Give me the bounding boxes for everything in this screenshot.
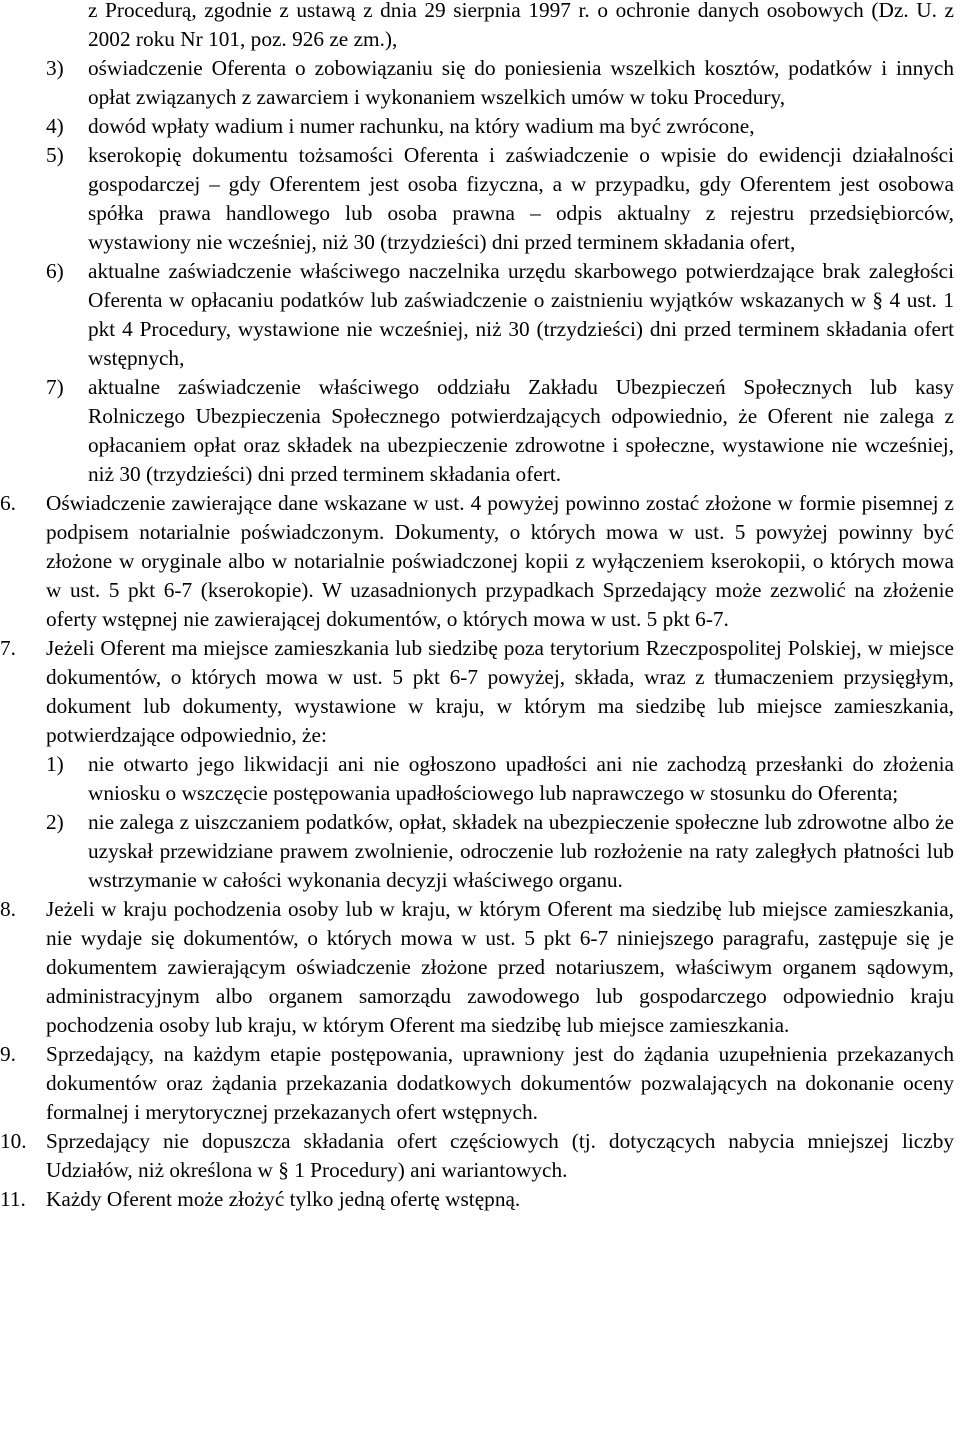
point-7	[0, 634, 960, 750]
list-item-text: dowód wpłaty wadium i numer rachunku, na który wadium ma być zwrócone,	[88, 114, 755, 138]
point-text: Oświadczenie zawierające dane wskazane w ust. 4 powyżej powinno zostać złożone w formie pisemnej z podpisem notarialnie poświadczonym. Dokumenty, o których mowa w ust. 5 powyżej powinny być złożone w oryginale albo w notarialnie poświadczonej kopii z wyłączeniem kserokopii, o których mowa w ust. 5 pkt 6-7 (kserokopie). W uzasadnionych przypadkach Sprzedający może zezwolić na złożenie oferty wstępnej nie zawierającej dokumentów, o których mowa w ust. 5 pkt 6-7.	[46, 491, 954, 631]
list-item-text: nie otwarto jego likwidacji ani nie ogłoszono upadłości ani nie zachodzą przesłanki do złożenia wniosku o wszczęcie postępowania upadłościowego lub naprawczego w stosunku do Oferenta;	[88, 752, 954, 805]
list-item-text: aktualne zaświadczenie właściwego oddziału Zakładu Ubezpieczeń Społecznych lub kasy Rolniczego Ubezpieczenia Społecznego potwierdzających odpowiednio, że Oferent nie zalega z opłacaniem opłat oraz składek na ubezpieczenie zdrowotne i społeczne, wystawione nie wcześniej, niż 30 (trzydzieści) dni przed terminem składania ofert.	[88, 375, 954, 486]
point-number: 6.	[0, 491, 16, 515]
list-item-number: 2)	[46, 810, 64, 834]
list-item-number: 5)	[46, 143, 64, 167]
point-9	[0, 1040, 960, 1127]
point-number: 10.	[0, 1129, 27, 1153]
intro-continuation-text: z Procedurą, zgodnie z ustawą z dnia 29 sierpnia 1997 r. o ochronie danych osobowych (Dz. U. z 2002 roku Nr 101, poz. 926 ze zm.),	[88, 0, 954, 51]
list-item	[0, 750, 960, 808]
point-10	[0, 1127, 960, 1185]
point-text: Każdy Oferent może złożyć tylko jedną ofertę wstępną.	[46, 1187, 521, 1211]
point-number: 8.	[0, 897, 16, 921]
list-item	[0, 373, 960, 489]
list-item	[0, 54, 960, 112]
list-item-number: 6)	[46, 259, 64, 283]
list-item	[0, 257, 960, 373]
point-text: Sprzedający nie dopuszcza składania ofert częściowych (tj. dotyczących nabycia mniejszej liczby Udziałów, niż określona w § 1 Procedury) ani wariantowych.	[46, 1129, 954, 1182]
list-item-text: oświadczenie Oferenta o zobowiązaniu się do poniesienia wszelkich kosztów, podatków i innych opłat związanych z zawarciem i wykonaniem wszelkich umów w toku Procedury,	[88, 56, 954, 109]
point-number: 9.	[0, 1042, 16, 1066]
list-item-number: 4)	[46, 114, 64, 138]
list-item	[0, 808, 960, 895]
list-item-number: 1)	[46, 752, 64, 776]
point-text: Jeżeli Oferent ma miejsce zamieszkania lub siedzibę poza terytorium Rzeczpospolitej Polskiej, w miejsce dokumentów, o których mowa w ust. 5 pkt 6-7 powyżej, składa, wraz z tłumaczeniem przysięgłym, dokument lub dokumenty, wystawione w kraju, w którym ma siedzibę lub miejsce zamieszkania, potwierdzające odpowiednio, że:	[46, 636, 954, 747]
list-item-text: aktualne zaświadczenie właściwego naczelnika urzędu skarbowego potwierdzające brak zaległości Oferenta w opłacaniu podatków lub zaświadczenie o zaistnieniu wyjątków wskazanych w § 4 ust. 1 pkt 4 Procedury, wystawione nie wcześniej, niż 30 (trzydzieści) dni przed terminem składania ofert wstępnych,	[88, 259, 954, 370]
list-item	[0, 141, 960, 257]
point-text: Sprzedający, na każdym etapie postępowania, uprawniony jest do żądania uzupełnienia przekazanych dokumentów oraz żądania przekazania dodatkowych dokumentów pozwalających na dokonanie oceny formalnej i merytorycznej przekazanych ofert wstępnych.	[46, 1042, 954, 1124]
list-item-number: 7)	[46, 375, 64, 399]
list-item	[0, 112, 960, 141]
point-8	[0, 895, 960, 1040]
list-item-text: kserokopię dokumentu tożsamości Oferenta i zaświadczenie o wpisie do ewidencji działalności gospodarczej – gdy Oferentem jest osoba fizyczna, a w przypadku, gdy Oferentem jest osobowa spółka prawa handlowego lub osoba prawna – odpis aktualny z rejestru przedsiębiorców, wystawiony nie wcześniej, niż 30 (trzydzieści) dni przed terminem składania ofert,	[88, 143, 954, 254]
list-item-text: nie zalega z uiszczaniem podatków, opłat, składek na ubezpieczenie społeczne lub zdrowotne albo że uzyskał przewidziane prawem zwolnienie, odroczenie lub rozłożenie na raty zaległych płatności lub wstrzymanie w całości wykonania decyzji właściwego organu.	[88, 810, 954, 892]
point-number: 7.	[0, 636, 16, 660]
point-text: Jeżeli w kraju pochodzenia osoby lub w kraju, w którym Oferent ma siedzibę lub miejsce zamieszkania, nie wydaje się dokumentów, o których mowa w ust. 5 pkt 6-7 niniejszego paragrafu, zastępuje się je dokumentem zawierającym oświadczenie złożone przed notariuszem, właściwym organem sądowym, administracyjnym albo organem samorządu zawodowego lub gospodarczego odpowiednio kraju pochodzenia osoby lub kraju, w którym Oferent ma siedzibę lub miejsce zamieszkania.	[46, 897, 954, 1037]
intro-continuation	[0, 0, 960, 54]
point-11	[0, 1185, 960, 1214]
point-6	[0, 489, 960, 634]
point-number: 11.	[0, 1187, 26, 1211]
list-item-number: 3)	[46, 56, 64, 80]
